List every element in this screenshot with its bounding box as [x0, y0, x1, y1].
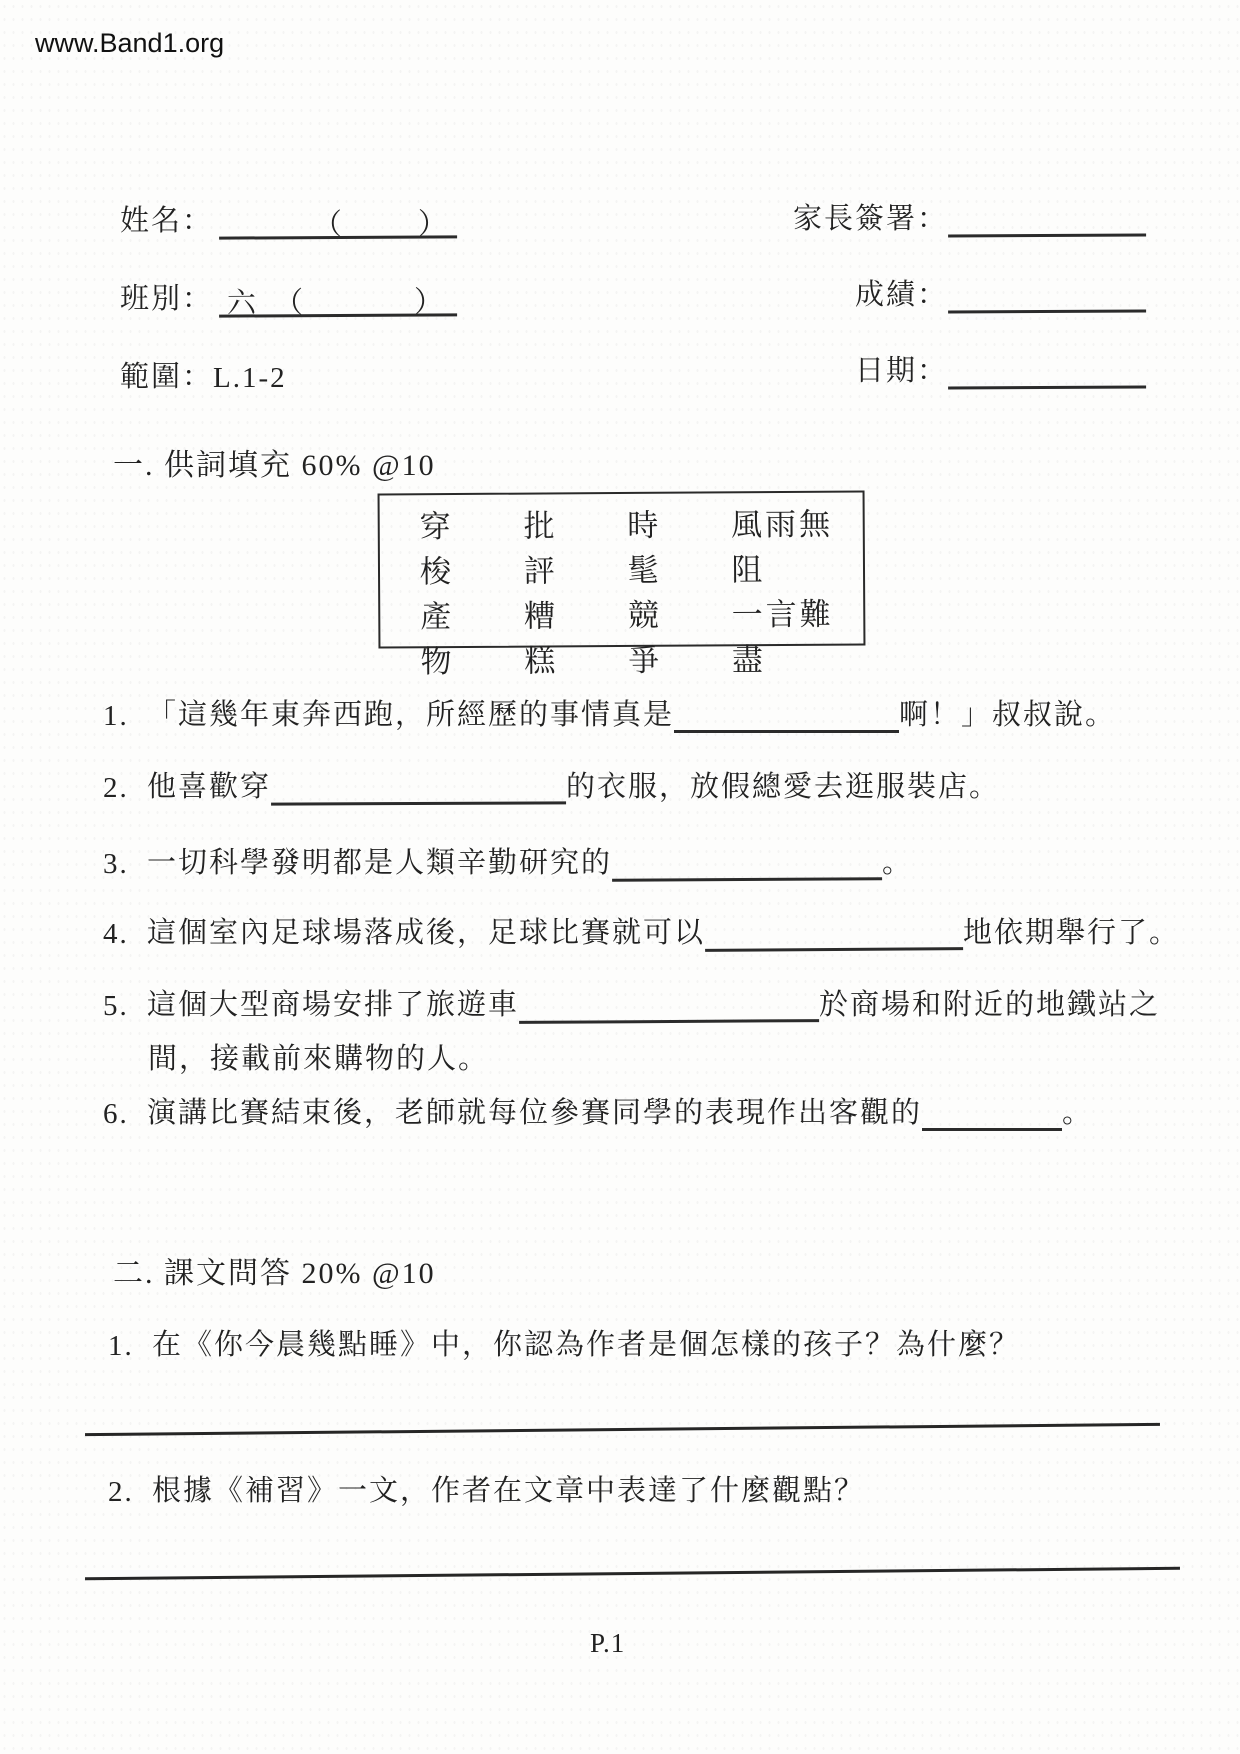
class-label: 班別：: [120, 283, 214, 315]
section2-question-2: [108, 1468, 865, 1509]
question-text: 啊！」叔叔說。: [899, 699, 1117, 731]
question-number: 5.: [103, 990, 129, 1022]
parent-signature-blank[interactable]: [948, 199, 1146, 237]
answer-blank[interactable]: [705, 915, 963, 952]
question-5-line2: [148, 1036, 489, 1077]
question-1: [103, 692, 1116, 733]
score-label: 成績：: [854, 279, 948, 311]
section2-question-1: [108, 1322, 1020, 1363]
answer-blank[interactable]: [922, 1096, 1062, 1131]
watermark: www.Band1.org: [35, 28, 225, 58]
word-item: 產物: [420, 599, 455, 680]
question-number: 1.: [108, 1330, 134, 1362]
question-text: 一切科學發明都是人類辛勤研究的: [147, 847, 613, 879]
date-blank[interactable]: [948, 351, 1146, 389]
question-2: [103, 764, 1000, 805]
question-3: [103, 840, 913, 881]
question-text: 。: [882, 847, 914, 879]
answer-blank[interactable]: [271, 769, 566, 805]
answer-blank[interactable]: [674, 698, 899, 733]
word-item: 批評: [523, 508, 558, 589]
section2-heading: 二. 課文問答 20% @10: [113, 1257, 436, 1290]
score-row: [760, 272, 1146, 313]
scope-value: L.1-2: [213, 362, 287, 394]
scope-field-row: [120, 354, 287, 395]
question-6: [103, 1090, 1093, 1131]
scope-label: 範圍：: [120, 361, 214, 393]
word-item: 糟糕: [523, 598, 559, 679]
question-text: 這個室內足球場落成後，足球比賽就可以: [147, 917, 706, 949]
question-text: 地依期舉行了。: [963, 917, 1181, 949]
class-field-row: [120, 276, 457, 320]
question-text: 演講比賽結束後，老師就每位參賽同學的表現作出客觀的: [147, 1097, 923, 1129]
word-bank-row2: [420, 589, 864, 682]
question-number: 4.: [103, 918, 129, 950]
word-item: 風雨無阻: [731, 506, 834, 588]
question-number: 6.: [103, 1098, 129, 1130]
question-text: 「這幾年東奔西跑，所經歷的事情真是: [147, 699, 675, 731]
word-item: 競爭: [627, 597, 663, 678]
question-number: 2.: [108, 1476, 134, 1508]
word-bank-box: [378, 491, 866, 680]
question-text: 於商場和附近的地鐵站之: [819, 989, 1161, 1021]
question-text: 這個大型商場安排了旅遊車: [147, 989, 520, 1021]
word-bank-row1: [420, 499, 864, 592]
section1-heading: 一. 供詞填充 60% @10: [113, 449, 436, 482]
answer-line[interactable]: [85, 1423, 1160, 1436]
answer-line[interactable]: [85, 1567, 1180, 1581]
answer-blank[interactable]: [519, 987, 819, 1024]
question-number: 2.: [103, 772, 129, 804]
date-label: 日期：: [854, 355, 948, 387]
name-label: 姓名：: [120, 205, 214, 237]
class-value: 六: [226, 287, 259, 320]
name-paren: （ ）: [312, 208, 454, 242]
question-5: [103, 982, 1160, 1023]
question-text: 根據《補習》一文，作者在文章中表達了什麼觀點？: [152, 1475, 866, 1507]
question-text: 間，接載前來購物的人。: [148, 1043, 490, 1075]
question-4: [103, 910, 1180, 951]
question-text: 他喜歡穿: [147, 771, 272, 803]
question-number: 1.: [103, 700, 129, 732]
word-item: 時髦: [627, 507, 662, 588]
page-number: P.1: [590, 1628, 626, 1658]
score-blank[interactable]: [948, 275, 1146, 313]
parent-signature-label: 家長簽署：: [792, 203, 948, 235]
class-paren: （ ）: [273, 286, 450, 320]
date-row: [760, 348, 1146, 389]
question-text: 在《你今晨幾點睡》中，你認為作者是個怎樣的孩子？為什麼？: [152, 1329, 1021, 1361]
class-blank[interactable]: [219, 279, 457, 320]
question-text: 。: [1062, 1097, 1094, 1129]
name-blank[interactable]: [219, 201, 457, 242]
name-field-row: [120, 198, 457, 242]
question-text: 的衣服，放假總愛去逛服裝店。: [566, 771, 1001, 803]
parent-signature-row: [760, 196, 1146, 237]
word-item: 穿梭: [419, 509, 455, 590]
word-item: 一言難盡: [731, 596, 834, 678]
question-number: 3.: [103, 848, 129, 880]
answer-blank[interactable]: [612, 845, 882, 881]
